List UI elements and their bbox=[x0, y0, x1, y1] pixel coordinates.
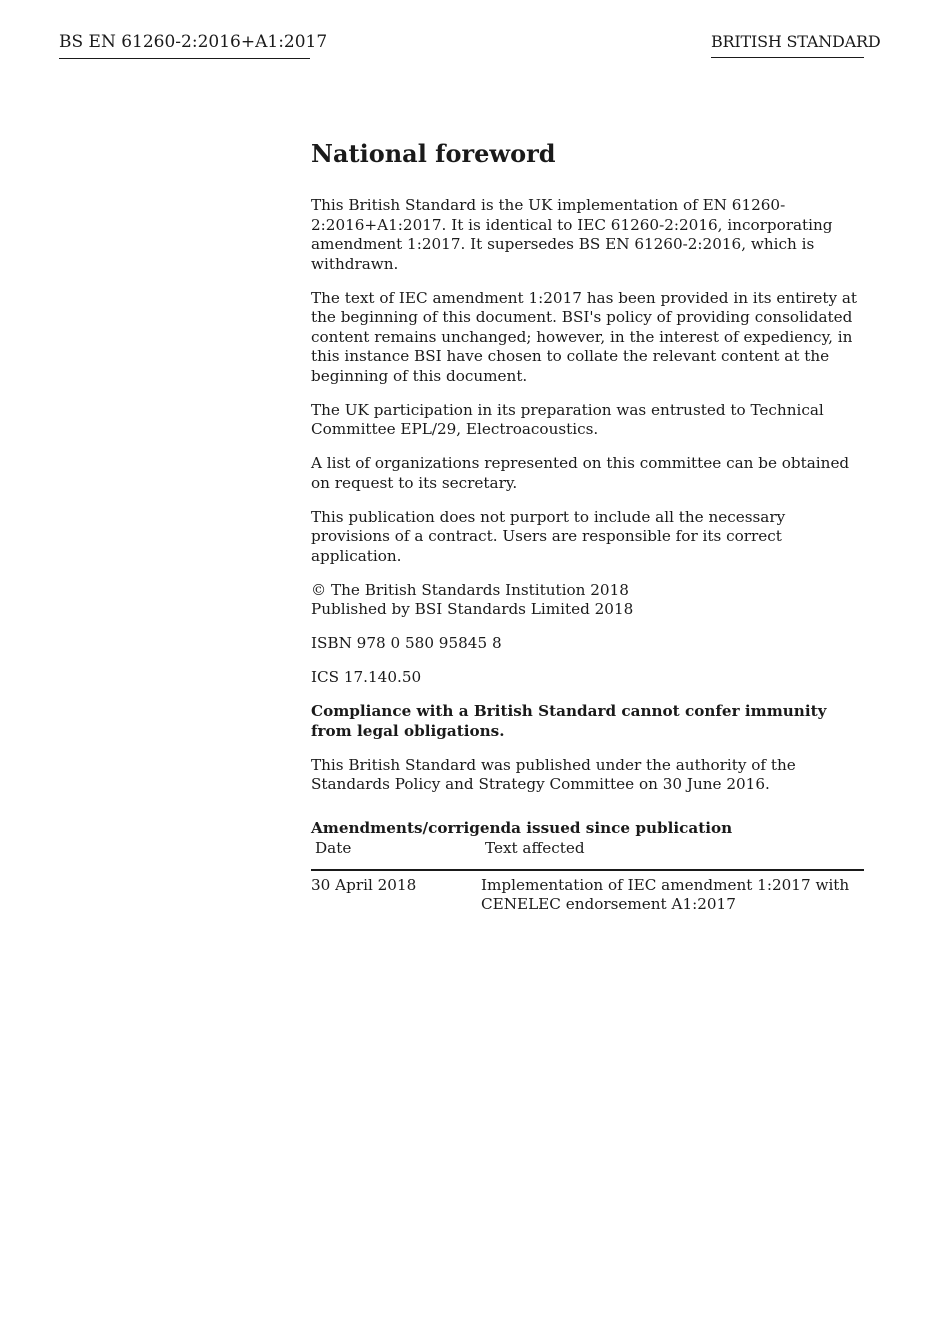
header-british-standard-label: BRITISH STANDARD bbox=[711, 31, 864, 58]
national-foreword-section bbox=[311, 138, 867, 915]
page-title: National foreword bbox=[311, 139, 556, 168]
amendment-text-paragraph: The text of IEC amendment 1:2017 has been provided in its entirety at the beginning of this document. BSI's policy of providing consolidated content remains unchanged; however, in the interest of expediency, in this instance BSI have chosen to collate the relevant content at the beginning of this document. bbox=[311, 288, 858, 385]
amendment-date-cell: 30 April 2018 bbox=[311, 875, 417, 894]
amendments-table-header bbox=[311, 839, 864, 870]
copyright-block bbox=[311, 581, 867, 620]
compliance-notice: Compliance with a British Standard cannot confer immunity from legal obligations. bbox=[311, 702, 827, 740]
contract-provisions-paragraph: This publication does not purport to include all the necessary provisions of a contract. Users are responsible for its correct application. bbox=[311, 507, 786, 565]
amendment-text-line-1: Implementation of IEC amendment 1:2017 with bbox=[481, 875, 850, 894]
table-row bbox=[311, 870, 864, 915]
authority-paragraph: This British Standard was published under the authority of the Standards Policy and Strategy Committee on 30 June 2016. bbox=[311, 755, 796, 793]
amendment-text-line-2: CENELEC endorsement A1:2017 bbox=[481, 895, 736, 913]
copyright-line: © The British Standards Institution 2018 bbox=[311, 580, 629, 599]
amendment-text-cell bbox=[481, 870, 864, 915]
amendments-table bbox=[311, 839, 864, 915]
column-header-text-affected: Text affected bbox=[481, 839, 864, 870]
uk-participation-paragraph: The UK participation in its preparation was entrusted to Technical Committee EPL/29, Electroacoustics. bbox=[311, 400, 824, 438]
published-by-line: Published by BSI Standards Limited 2018 bbox=[311, 600, 634, 618]
column-header-date: Date bbox=[311, 839, 481, 870]
header-document-id: BS EN 61260-2:2016+A1:2017 bbox=[59, 31, 310, 59]
implementation-paragraph: This British Standard is the UK implementation of EN 61260-2:2016+A1:2017. It is identical to IEC 61260-2:2016, incorporating amendment 1:2017. It supersedes BS EN 61260-2:2016, which is withdrawn. bbox=[311, 196, 833, 273]
organizations-paragraph: A list of organizations represented on this committee can be obtained on request to its secretary. bbox=[311, 454, 850, 492]
isbn-line: ISBN 978 0 580 95845 8 bbox=[311, 634, 502, 652]
ics-line: ICS 17.140.50 bbox=[311, 668, 422, 686]
amendments-heading: Amendments/corrigenda issued since publication bbox=[311, 818, 733, 837]
